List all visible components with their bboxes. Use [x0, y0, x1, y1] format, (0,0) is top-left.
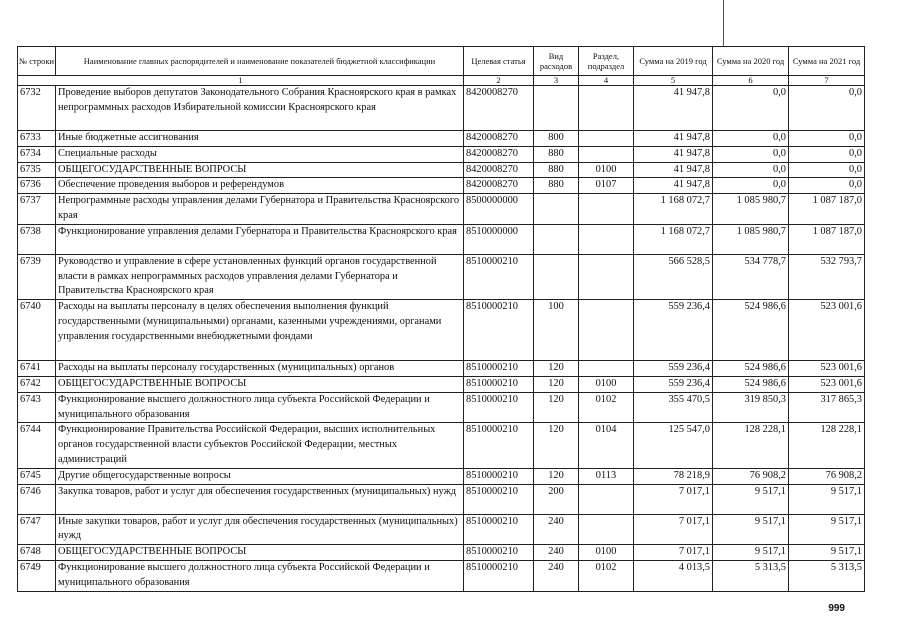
header-sum-2019: Сумма на 2019 год: [634, 47, 713, 76]
header-section: Раздел, подраздел: [579, 47, 634, 76]
row-name: Обеспечение проведения выборов и референдумов: [56, 178, 464, 194]
row-target: 8420008270: [464, 86, 534, 131]
table-row: [18, 392, 865, 423]
header-expense-type: Вид расходов: [534, 47, 579, 76]
table-row: [18, 560, 865, 591]
table-row: [18, 162, 865, 178]
row-sum-2020: 524 986,6: [713, 361, 789, 377]
row-number: 6745: [18, 468, 56, 484]
row-target: 8510000210: [464, 468, 534, 484]
row-sum-2019: 7 017,1: [634, 545, 713, 561]
row-expense-type: 120: [534, 361, 579, 377]
row-sum-2019: 41 947,8: [634, 146, 713, 162]
row-sum-2021: 0,0: [789, 86, 865, 131]
row-section: [579, 484, 634, 514]
row-number: 6738: [18, 224, 56, 254]
table-row: [18, 468, 865, 484]
row-sum-2019: 4 013,5: [634, 560, 713, 591]
row-expense-type: [534, 224, 579, 254]
table-row: [18, 514, 865, 545]
row-expense-type: 800: [534, 131, 579, 147]
row-section: [579, 194, 634, 225]
row-name: Иные бюджетные ассигнования: [56, 131, 464, 147]
row-target: 8510000210: [464, 361, 534, 377]
header-sum-2021: Сумма на 2021 год: [789, 47, 865, 76]
row-sum-2020: 9 517,1: [713, 545, 789, 561]
row-sum-2021: 0,0: [789, 162, 865, 178]
table-row: [18, 194, 865, 225]
row-number: 6748: [18, 545, 56, 561]
row-section: 0100: [579, 162, 634, 178]
column-number: 7: [789, 76, 865, 86]
row-section: 0102: [579, 560, 634, 591]
row-sum-2021: 523 001,6: [789, 376, 865, 392]
row-expense-type: 120: [534, 392, 579, 423]
row-sum-2019: 7 017,1: [634, 484, 713, 514]
row-name: Закупка товаров, работ и услуг для обеспечения государственных (муниципальных) нужд: [56, 484, 464, 514]
row-sum-2020: 319 850,3: [713, 392, 789, 423]
row-number: 6743: [18, 392, 56, 423]
row-sum-2019: 41 947,8: [634, 178, 713, 194]
row-sum-2021: 523 001,6: [789, 361, 865, 377]
row-number: 6732: [18, 86, 56, 131]
row-target: 8500000000: [464, 194, 534, 225]
row-section: 0107: [579, 178, 634, 194]
row-section: [579, 300, 634, 361]
row-sum-2021: 1 087 187,0: [789, 224, 865, 254]
row-target: 8510000210: [464, 300, 534, 361]
row-name: Функционирование высшего должностного лица субъекта Российской Федерации и муниципального образования: [56, 560, 464, 591]
row-sum-2019: 559 236,4: [634, 300, 713, 361]
row-section: [579, 224, 634, 254]
row-name: Проведение выборов депутатов Законодательного Собрания Красноярского края в рамках непрограммных расходов Избирательной комиссии Красноярского края: [56, 86, 464, 131]
row-sum-2021: 9 517,1: [789, 484, 865, 514]
column-number: 5: [634, 76, 713, 86]
table-row: [18, 146, 865, 162]
row-number: 6739: [18, 254, 56, 299]
row-section: 0100: [579, 376, 634, 392]
row-sum-2020: 0,0: [713, 162, 789, 178]
row-name: Расходы на выплаты персоналу в целях обеспечения выполнения функций государственными (муниципальными) органами, казенными учреждениями, органами управления государственными внебюджетными фондами: [56, 300, 464, 361]
row-target: 8510000210: [464, 545, 534, 561]
row-name: Специальные расходы: [56, 146, 464, 162]
row-number: 6740: [18, 300, 56, 361]
row-target: 8420008270: [464, 162, 534, 178]
row-sum-2021: 0,0: [789, 131, 865, 147]
column-number: 1: [18, 76, 464, 86]
row-sum-2019: 1 168 072,7: [634, 194, 713, 225]
row-target: 8420008270: [464, 146, 534, 162]
column-number: 2: [464, 76, 534, 86]
header-name: Наименование главных распорядителей и наименование показателей бюджетной классификации: [56, 47, 464, 76]
table-row: [18, 300, 865, 361]
column-number: 6: [713, 76, 789, 86]
row-sum-2019: 41 947,8: [634, 162, 713, 178]
row-sum-2021: 1 087 187,0: [789, 194, 865, 225]
row-section: [579, 254, 634, 299]
row-sum-2019: 1 168 072,7: [634, 224, 713, 254]
row-expense-type: [534, 86, 579, 131]
row-expense-type: 240: [534, 545, 579, 561]
header-target: Целевая статья: [464, 47, 534, 76]
row-sum-2020: 0,0: [713, 178, 789, 194]
row-name: ОБЩЕГОСУДАРСТВЕННЫЕ ВОПРОСЫ: [56, 376, 464, 392]
row-sum-2019: 78 218,9: [634, 468, 713, 484]
row-number: 6742: [18, 376, 56, 392]
row-sum-2020: 76 908,2: [713, 468, 789, 484]
row-section: [579, 514, 634, 545]
table-row: [18, 545, 865, 561]
row-sum-2019: 41 947,8: [634, 131, 713, 147]
row-sum-2020: 0,0: [713, 86, 789, 131]
row-sum-2020: 5 313,5: [713, 560, 789, 591]
table-row: [18, 254, 865, 299]
row-number: 6749: [18, 560, 56, 591]
row-target: 8420008270: [464, 178, 534, 194]
row-number: 6734: [18, 146, 56, 162]
row-name: Функционирование управления делами Губернатора и Правительства Красноярского края: [56, 224, 464, 254]
row-name: Иные закупки товаров, работ и услуг для обеспечения государственных (муниципальных) нужд: [56, 514, 464, 545]
table-row: [18, 361, 865, 377]
row-sum-2021: 532 793,7: [789, 254, 865, 299]
row-sum-2019: 125 547,0: [634, 423, 713, 468]
row-section: 0113: [579, 468, 634, 484]
row-section: [579, 361, 634, 377]
table-row: [18, 178, 865, 194]
row-target: 8510000210: [464, 560, 534, 591]
row-target: 8510000210: [464, 514, 534, 545]
row-sum-2021: 128 228,1: [789, 423, 865, 468]
row-expense-type: 880: [534, 146, 579, 162]
row-expense-type: 120: [534, 468, 579, 484]
table-row: [18, 131, 865, 147]
row-section: 0104: [579, 423, 634, 468]
row-sum-2020: 534 778,7: [713, 254, 789, 299]
row-sum-2020: 128 228,1: [713, 423, 789, 468]
row-expense-type: 120: [534, 423, 579, 468]
row-sum-2019: 355 470,5: [634, 392, 713, 423]
row-name: ОБЩЕГОСУДАРСТВЕННЫЕ ВОПРОСЫ: [56, 162, 464, 178]
row-number: 6746: [18, 484, 56, 514]
row-expense-type: 120: [534, 376, 579, 392]
row-sum-2021: 9 517,1: [789, 545, 865, 561]
row-target: 8420008270: [464, 131, 534, 147]
row-name: Функционирование Правительства Российской Федерации, высших исполнительных органов государственной власти субъектов Российской Федерации, местных администраций: [56, 423, 464, 468]
row-sum-2019: 566 528,5: [634, 254, 713, 299]
row-sum-2020: 524 986,6: [713, 376, 789, 392]
row-name: Непрограммные расходы управления делами Губернатора и Правительства Красноярского края: [56, 194, 464, 225]
row-sum-2019: 41 947,8: [634, 86, 713, 131]
header-row-number: № строки: [18, 47, 56, 76]
table-header-row: [18, 47, 865, 76]
row-sum-2020: 1 085 980,7: [713, 194, 789, 225]
row-expense-type: 240: [534, 514, 579, 545]
row-name: Другие общегосударственные вопросы: [56, 468, 464, 484]
row-section: 0102: [579, 392, 634, 423]
row-expense-type: 240: [534, 560, 579, 591]
row-sum-2021: 5 313,5: [789, 560, 865, 591]
row-number: 6733: [18, 131, 56, 147]
row-sum-2020: 1 085 980,7: [713, 224, 789, 254]
row-sum-2020: 9 517,1: [713, 484, 789, 514]
row-sum-2020: 0,0: [713, 131, 789, 147]
row-expense-type: [534, 194, 579, 225]
row-sum-2020: 9 517,1: [713, 514, 789, 545]
row-number: 6735: [18, 162, 56, 178]
row-sum-2021: 9 517,1: [789, 514, 865, 545]
row-sum-2021: 523 001,6: [789, 300, 865, 361]
table-row: [18, 86, 865, 131]
row-sum-2019: 559 236,4: [634, 376, 713, 392]
row-number: 6747: [18, 514, 56, 545]
row-section: [579, 131, 634, 147]
row-number: 6736: [18, 178, 56, 194]
table-row: [18, 423, 865, 468]
row-number: 6741: [18, 361, 56, 377]
row-name: ОБЩЕГОСУДАРСТВЕННЫЕ ВОПРОСЫ: [56, 545, 464, 561]
header-sum-2020: Сумма на 2020 год: [713, 47, 789, 76]
row-section: [579, 86, 634, 131]
row-sum-2021: 0,0: [789, 178, 865, 194]
row-sum-2019: 7 017,1: [634, 514, 713, 545]
row-target: 8510000210: [464, 423, 534, 468]
row-target: 8510000210: [464, 392, 534, 423]
table-row: [18, 224, 865, 254]
row-expense-type: 880: [534, 178, 579, 194]
table-row: [18, 484, 865, 514]
row-target: 8510000210: [464, 254, 534, 299]
budget-table: [17, 46, 865, 592]
row-sum-2021: 0,0: [789, 146, 865, 162]
column-number: 4: [579, 76, 634, 86]
row-sum-2021: 76 908,2: [789, 468, 865, 484]
row-number: 6737: [18, 194, 56, 225]
row-expense-type: [534, 254, 579, 299]
row-expense-type: 100: [534, 300, 579, 361]
row-name: Функционирование высшего должностного лица субъекта Российской Федерации и муниципального образования: [56, 392, 464, 423]
scan-margin-line: [723, 0, 724, 46]
row-section: [579, 146, 634, 162]
page-number: 999: [828, 603, 845, 614]
row-sum-2019: 559 236,4: [634, 361, 713, 377]
row-sum-2020: 0,0: [713, 146, 789, 162]
row-number: 6744: [18, 423, 56, 468]
row-expense-type: 200: [534, 484, 579, 514]
row-name: Расходы на выплаты персоналу государственных (муниципальных) органов: [56, 361, 464, 377]
row-target: 8510000210: [464, 484, 534, 514]
row-target: 8510000000: [464, 224, 534, 254]
row-section: 0100: [579, 545, 634, 561]
row-name: Руководство и управление в сфере установленных функций органов государственной власти в рамках непрограммных расходов управления делами Губернатора и Правительства Красноярского края: [56, 254, 464, 299]
row-target: 8510000210: [464, 376, 534, 392]
column-number: 3: [534, 76, 579, 86]
row-expense-type: 880: [534, 162, 579, 178]
column-number-row: [18, 76, 865, 86]
row-sum-2021: 317 865,3: [789, 392, 865, 423]
table-row: [18, 376, 865, 392]
row-sum-2020: 524 986,6: [713, 300, 789, 361]
